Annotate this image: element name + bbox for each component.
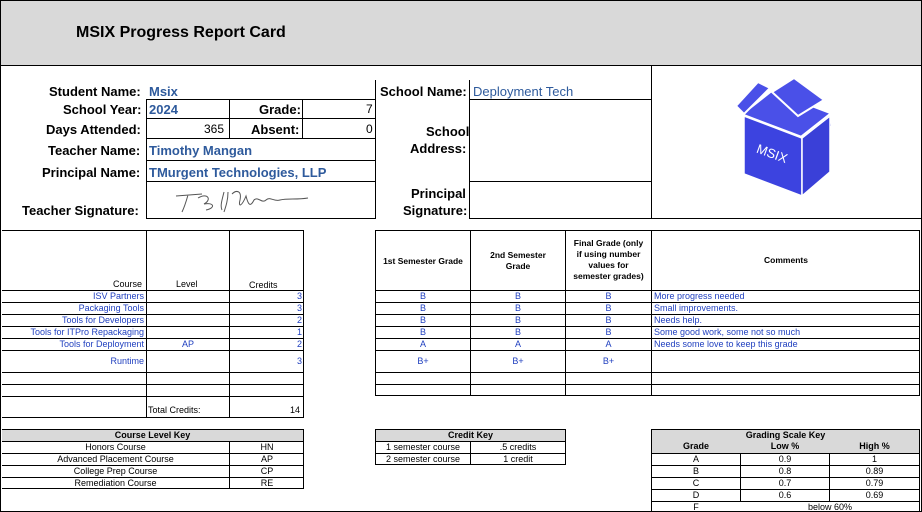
sem1-grade: B (419, 327, 426, 337)
scale-low: 0.6 (778, 490, 792, 500)
comment: Some good work, some not so much (654, 327, 801, 337)
days-attended-value: 365 (204, 122, 225, 136)
principal-signature-label-2: Signature: (403, 203, 468, 218)
scale-grade-f: F (693, 502, 699, 512)
student-name-label: Student Name: (49, 84, 141, 99)
col-sem2-header-1: 2nd Semester (490, 250, 546, 260)
course-credits: 3 (296, 356, 302, 366)
col-level-header: Level (176, 279, 198, 289)
sem2-grade: B (514, 303, 521, 313)
page-title: MSIX Progress Report Card (76, 24, 286, 41)
sem1-grade: A (419, 339, 426, 349)
total-credits-value: 14 (289, 405, 300, 415)
comment: Needs some love to keep this grade (654, 339, 798, 349)
scale-grade: A (692, 454, 699, 464)
sem2-grade: B (514, 327, 521, 337)
course-name: Tools for ITPro Repackaging (30, 327, 144, 337)
final-grade: B (605, 315, 612, 325)
scale-grade: D (692, 490, 700, 500)
course-level: AP (182, 339, 195, 349)
course-name: Tools for Developers (61, 315, 144, 325)
scale-low: 0.8 (778, 466, 792, 476)
level-key-code: AP (260, 454, 273, 464)
scale-high: 0.69 (865, 490, 884, 500)
teacher-name-value: Timothy Mangan (149, 143, 253, 158)
grading-col-high: High % (830, 441, 919, 452)
comment: More progress needed (654, 291, 745, 301)
course-level-key-title: Course Level Key (2, 430, 303, 441)
course-credits: 3 (296, 303, 302, 313)
level-key-name: Remediation Course (74, 478, 157, 488)
grade-label: Grade: (259, 102, 301, 117)
level-key-name: Advanced Placement Course (57, 454, 174, 464)
sem2-grade: B (514, 315, 521, 325)
level-key-code: CP (260, 466, 274, 476)
col-final-header-4: semester grades) (573, 271, 644, 281)
teacher-signature-label: Teacher Signature: (22, 203, 139, 218)
course-name: Runtime (110, 356, 144, 366)
level-key-code: HN (260, 442, 274, 452)
school-address-label-1: School (426, 124, 470, 139)
scale-high: 1 (871, 454, 877, 464)
teacher-name-label: Teacher Name: (48, 143, 141, 158)
col-final-header-1: Final Grade (only (573, 238, 644, 248)
course-credits: 1 (296, 327, 302, 337)
sem1-grade: B (419, 303, 426, 313)
final-grade: B (605, 327, 612, 337)
final-grade: B (605, 291, 612, 301)
scale-high: 0.79 (865, 478, 884, 488)
sem2-grade: B+ (512, 356, 524, 366)
days-attended-label: Days Attended: (46, 122, 141, 137)
school-address-label-2: Address: (410, 141, 467, 156)
student-name-value: Msix (149, 84, 178, 99)
scale-high: 0.89 (865, 466, 884, 476)
absent-value: 0 (366, 122, 373, 136)
credit-key-value: .5 credits (499, 442, 537, 452)
absent-label: Absent: (251, 122, 300, 137)
final-grade: B+ (602, 356, 615, 366)
credit-key-value: 1 credit (503, 454, 533, 464)
teacher-signature-image (172, 186, 314, 216)
course-name: Packaging Tools (78, 303, 144, 313)
scale-grade: B (692, 466, 699, 476)
comment: Small improvements. (654, 303, 739, 313)
school-name-value: Deployment Tech (473, 84, 574, 99)
school-year-value: 2024 (149, 102, 178, 117)
principal-name-label: Principal Name: (42, 165, 141, 180)
course-credits: 3 (296, 291, 302, 301)
credit-key-name: 2 semester course (385, 454, 461, 464)
principal-signature-label-1: Principal (411, 186, 466, 201)
scale-f-text: below 60% (807, 502, 853, 512)
grading-col-grade: Grade (652, 441, 740, 452)
course-name: Tools for Deployment (59, 339, 144, 349)
grade-value: 7 (366, 102, 373, 116)
grading-col-low: Low % (741, 441, 829, 452)
scale-low: 0.7 (778, 478, 792, 488)
credit-key-title: Credit Key (376, 430, 565, 441)
sem2-grade: B (514, 291, 521, 301)
final-grade: A (605, 339, 612, 349)
comment: Needs help. (654, 315, 703, 325)
grading-scale-title: Grading Scale Key (652, 430, 919, 441)
school-year-label: School Year: (63, 102, 142, 117)
course-credits: 2 (296, 315, 302, 325)
col-sem2-header-2: Grade (505, 261, 531, 271)
total-credits-label: Total Credits: (148, 405, 201, 415)
col-comments-header: Comments (764, 255, 808, 265)
col-credits-header: Credits (249, 280, 278, 290)
course-credits: 2 (296, 339, 302, 349)
course-name: ISV Partners (92, 291, 144, 301)
col-course-header: Course (113, 279, 143, 289)
final-grade: B (605, 303, 612, 313)
level-key-code: RE (260, 478, 274, 488)
sem1-grade: B+ (417, 356, 429, 366)
level-key-name: Honors Course (85, 442, 146, 452)
level-key-name: College Prep Course (73, 466, 158, 476)
courses-table (2, 230, 304, 418)
sem1-grade: B (419, 315, 426, 325)
scale-grade: C (692, 478, 700, 488)
col-final-header-2: if using number (576, 249, 641, 259)
sem1-grade: B (419, 291, 426, 301)
school-name-label: School Name: (380, 84, 467, 99)
msix-box-logo (734, 76, 834, 198)
scale-low: 0.9 (778, 454, 792, 464)
sem2-grade: A (514, 339, 521, 349)
credit-key-name: 1 semester course (385, 442, 461, 452)
col-sem1-header: 1st Semester Grade (383, 256, 463, 266)
logo-text: MSIX (754, 141, 790, 166)
principal-name-value: TMurgent Technologies, LLP (149, 165, 327, 180)
col-final-header-3: values for (588, 260, 629, 270)
